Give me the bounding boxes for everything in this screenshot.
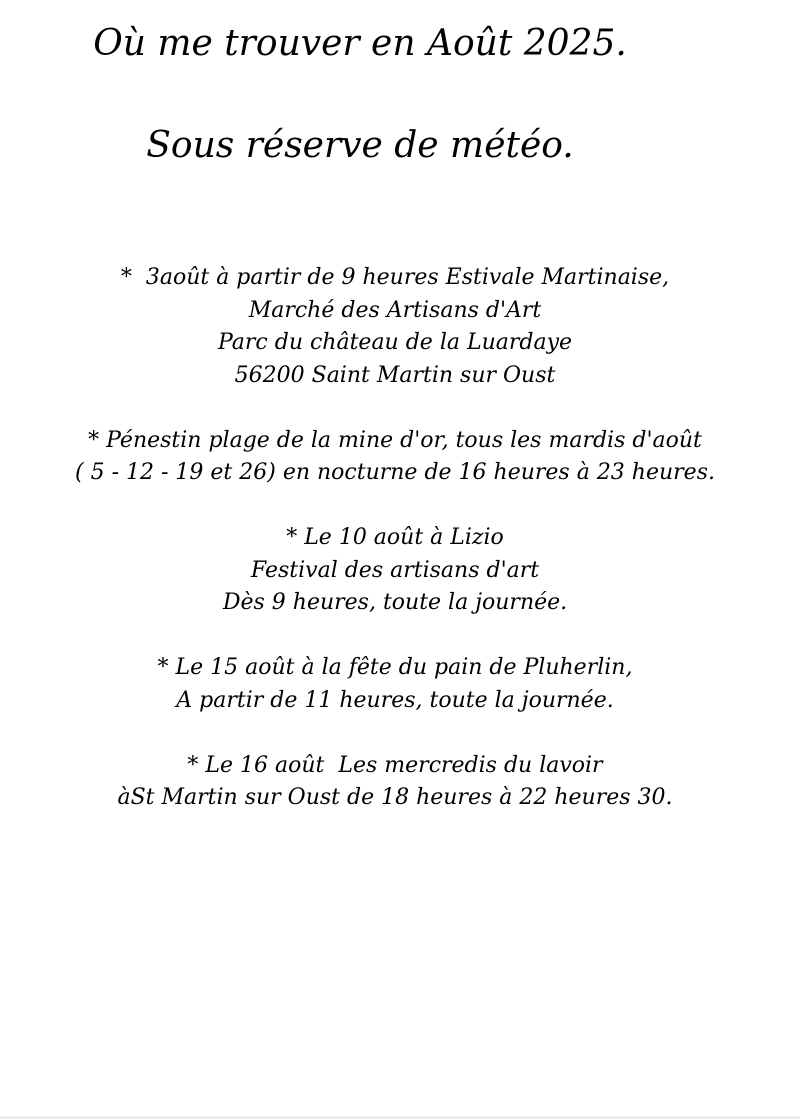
event-line: A partir de 11 heures, toute la journée. (176, 687, 614, 713)
event-estivale-martinaise (0, 262, 790, 392)
event-line: 56200 Saint Martin sur Oust (234, 362, 556, 388)
event-line: * Le 16 août Les mercredis du lavoir (187, 752, 603, 778)
event-list (0, 262, 790, 847)
event-line: Dès 9 heures, toute la journée. (222, 590, 568, 615)
event-line: * Pénestin plage de la mine d'or, tous les mardis d'août (88, 427, 702, 453)
event-line: àSt Martin sur Oust de 18 heures à 22 heures 30. (117, 785, 673, 810)
event-lavoir (0, 750, 790, 815)
page-subtitle: Sous réserve de météo. (146, 125, 574, 166)
page-title: Où me trouver en Août 2025. (93, 23, 627, 64)
event-line: Parc du château de la Luardaye (217, 330, 573, 355)
event-line: Festival des artisans d'art (250, 557, 540, 583)
event-line: * Le 10 août à Lizio (286, 525, 504, 550)
event-line: ( 5 - 12 - 19 et 26) en nocturne de 16 heures à 23 heures. (75, 460, 715, 485)
event-line: * Le 15 août à la fête du pain de Pluherlin, (157, 655, 633, 680)
event-penestin (0, 425, 790, 490)
event-line: Marché des Artisans d'Art (248, 297, 542, 323)
event-lizio (0, 522, 790, 620)
event-line: * 3août à partir de 9 heures Estivale Martinaise, (120, 265, 670, 290)
event-pluherlin (0, 652, 790, 717)
